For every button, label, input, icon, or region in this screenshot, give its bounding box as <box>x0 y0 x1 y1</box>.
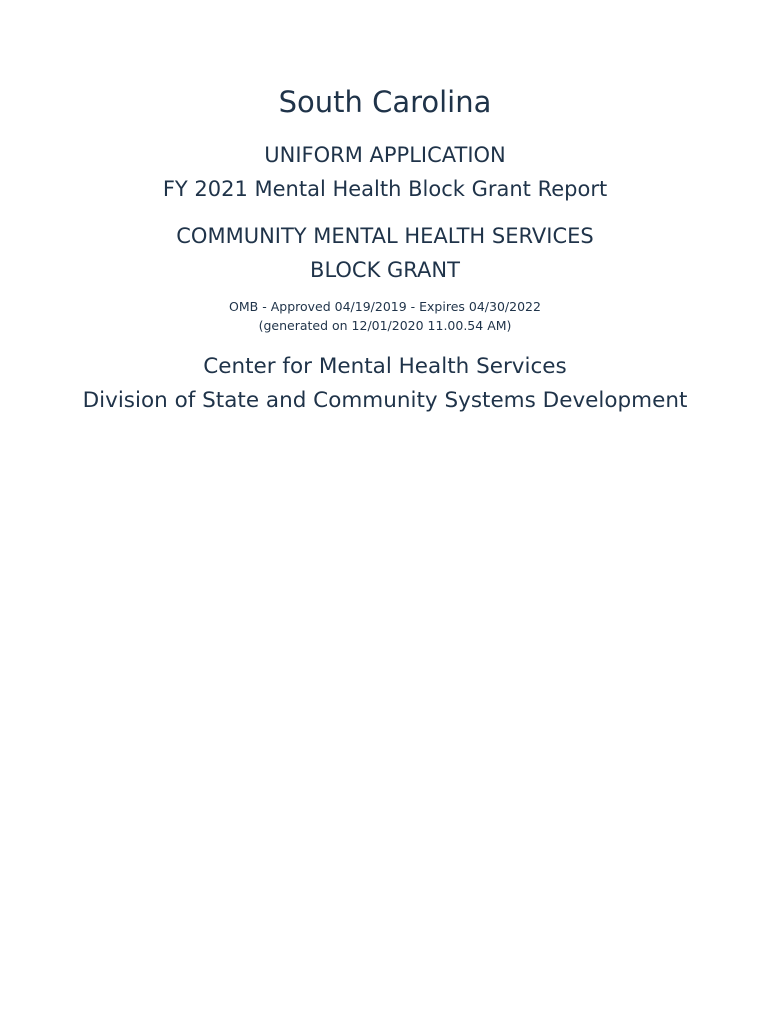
omb-approval-text: OMB - Approved 04/19/2019 - Expires 04/30/2022 <box>229 299 541 314</box>
center-name: Center for Mental Health Services <box>203 354 567 379</box>
division-name: Division of State and Community Systems Development <box>82 388 688 413</box>
generated-timestamp: (generated on 12/01/2020 11.00.54 AM) <box>258 318 512 333</box>
grant-name-line2: BLOCK GRANT <box>310 258 460 282</box>
grant-name-line1: COMMUNITY MENTAL HEALTH SERVICES <box>176 224 594 248</box>
report-title: FY 2021 Mental Health Block Grant Report <box>162 177 608 201</box>
application-title: UNIFORM APPLICATION <box>264 143 506 167</box>
state-title: South Carolina <box>278 85 492 119</box>
